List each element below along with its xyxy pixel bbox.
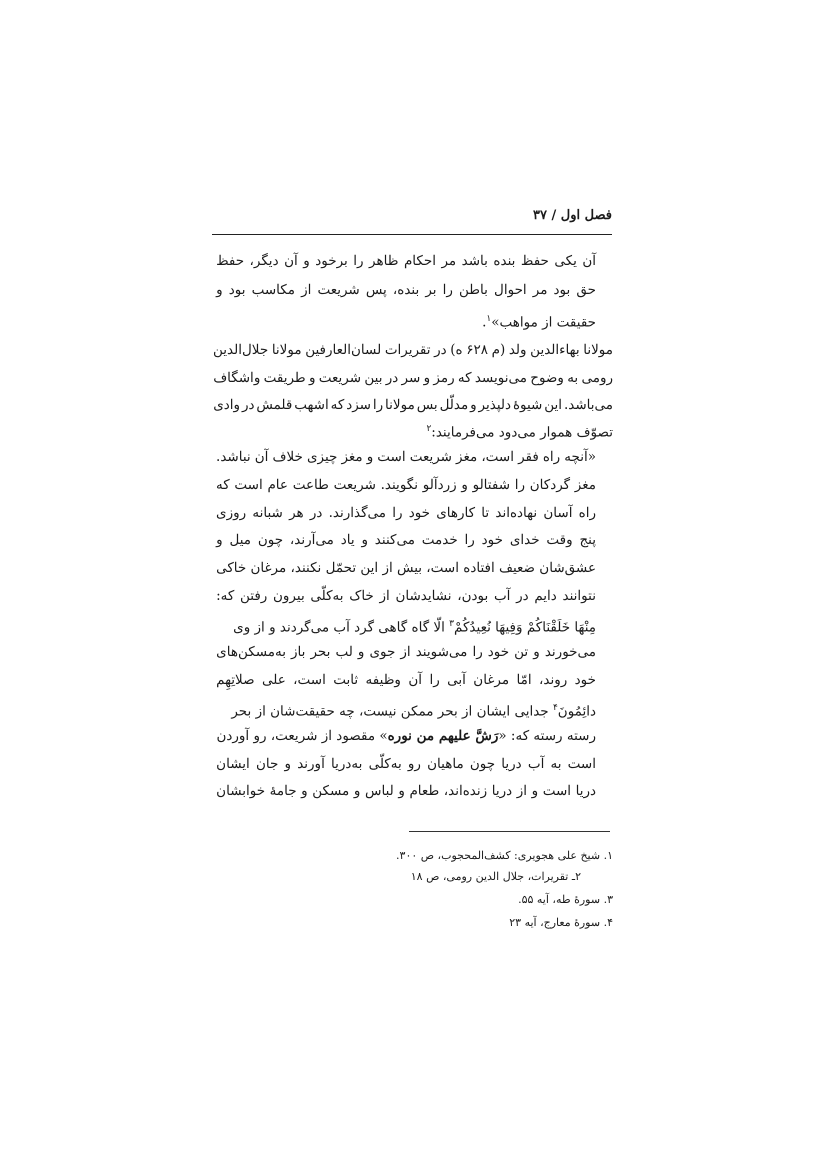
quote2-line: «آنچه راه فقر است، مغز شریعت است و مغز چیزی خلاف آن نباشد. [216,449,596,465]
footnote-ref[interactable]: ۱ [486,314,492,324]
footnote: ۱. شیخ علی هجویری: کشف‌المحجوب، ص ۳۰۰. [396,849,613,862]
quote2-line: دریا است و از دریا زنده‌اند، طعام و لباس و مسکن و جامهٔ خوابشان [216,783,596,799]
quote2-line: نتوانند دایم در آب بودن، نشایدشان از خاک به‌کلّی بیرون رفتن که: [216,588,596,604]
hadith-phrase: رَشَّ علیهم من نوره [387,728,499,744]
quote2-line: راه آسان نهاده‌اند تا کارهای خود را می‌گذارند. در هر شبانه روزی [216,505,596,521]
quote2-line: مِنْهَا خَلَقْنَاكُمْ وَفِيهَا نُعِيدُكُمْ$^۳$ الّا گاه گاهی گرد آب می‌گردند و از وی [233,619,596,636]
quote2-line: خود روند، امّا مرغان آبی را آن وظیفه ثابت است، علی صلاتِهِم [216,672,596,688]
header-text: فصل اول / ۳۷ [533,208,612,223]
footnote-ref[interactable]: ۴ [552,703,558,713]
quote2-line: دائِمُونَ$^۴$ جدایی ایشان از بحر ممکن نیست، چه حقیقت‌شان از بحر [231,703,596,720]
running-header [212,204,612,235]
quote1-line: حقیقت از مواهب»$^۱$. [482,314,596,331]
footnote: ۲ـ تقریرات، جلال الدین رومی، ص ۱۸ [410,870,581,883]
quran-verse: دائِمُونَ [557,703,596,720]
footnote-separator [409,831,610,832]
quote2-line: عشق‌شان ضعیف افتاده است، بیش از این تحمّل نکنند، مرغان خاکی [216,560,596,576]
footnote-ref[interactable]: ۲ [426,424,432,434]
body-line: می‌باشد. این شیوهٔ دلپذیر و مدلّل بس مولانا را سزد که اشهب قلمش در وادی [213,397,613,413]
quote2-line: مغز گردکان را شفتالو و زردآلو نگویند. شریعت طاعت عام است که [216,477,596,493]
footnote-ref[interactable]: ۳ [449,619,455,629]
quote2-line: پنج وقت خدای خود را خدمت می‌کنند و یاد می‌آرند، چون میل و [216,532,596,548]
body-line: رومی به وضوح می‌نویسد که رمز و سر در بین شریعت و طریقت واشگاف [213,370,613,386]
body-line: تصوّف هموار می‌دود می‌فرمایند:$^۲$ [426,424,613,441]
quote2-line: است به آب دریا چون ماهیان رو به‌کلّی به‌دریا آورند و جان ایشان [216,756,596,772]
footnote: ۴. سورهٔ معارج، آیه ۲۳ [509,916,613,929]
quran-verse: مِنْهَا خَلَقْنَاكُمْ وَفِيهَا نُعِيدُكُمْ [454,619,596,636]
quote2-line: می‌خورند و تن خود را می‌شویند از جوی و لب بحر باز به‌مسکن‌های [216,644,596,660]
quote2-line: رسته رسته که: «رَشَّ علیهم من نوره» مقصود از شریعت، رو آوردن [216,728,596,744]
body-line: مولانا بهاءالدین ولد (م ۶۲۸ ه) در تقریرات لسان‌العارفین مولانا جلال‌الدین [213,342,613,358]
footnote: ۳. سورهٔ طه، آیه ۵۵. [518,893,613,906]
quote1-line: آن یکی حفظ بنده باشد مر احکام ظاهر را برخود و آن دیگر، حفظ [216,253,596,269]
quote1-line: حق بود مر احوال باطن را بر بنده، پس شریعت از مکاسب بود و [216,282,596,298]
